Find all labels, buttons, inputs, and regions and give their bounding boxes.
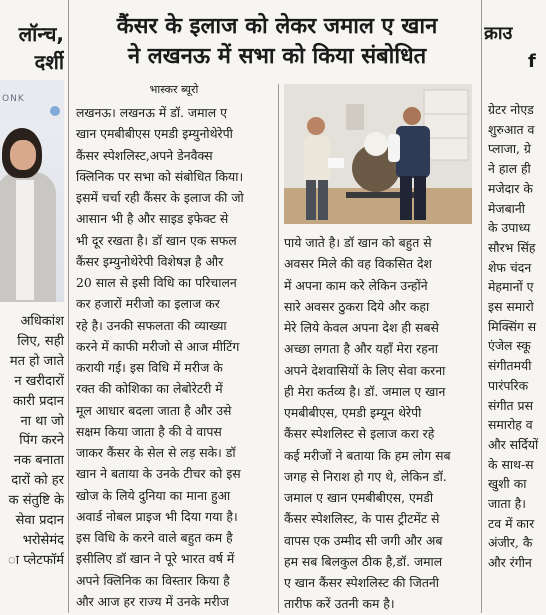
left-body-line: अधिकांश xyxy=(20,314,64,329)
person-shirt xyxy=(304,136,330,182)
article-text-line: सारे अवसर ठुकरा दिये और कहा xyxy=(284,298,430,314)
byline: भास्कर ब्यूरो xyxy=(149,83,199,96)
right-body-line: शुरुआत व xyxy=(488,121,535,137)
right-body-line: मेजबानी xyxy=(488,200,525,216)
article-text-line: कैंसर इम्युनोथेरेपी विशेषज्ञ है और xyxy=(76,253,224,269)
left-story-body xyxy=(0,312,64,571)
article-text-line: जाकर कैंसर के सेल से लड़ सके। डॉ xyxy=(76,445,236,460)
right-body-line: एंजेल स्कू xyxy=(488,338,531,354)
left-body-line: नक बनाता xyxy=(13,453,64,469)
article-text-line: अपने देशवासियों के लिए सेवा करना xyxy=(284,362,446,378)
right-headline-line: क्राउ xyxy=(484,23,513,44)
article-text-line: क्लिनिक पर सभा को संबोधित किया। xyxy=(76,168,244,184)
wall-frame xyxy=(346,104,364,130)
person-shirt xyxy=(16,180,34,300)
doctor-waistcoat xyxy=(396,126,430,178)
article-text-line: मेरे लिये केवल अपना देश ही सबसे xyxy=(284,320,439,335)
article-text-line: कई मरीजों ने बताया कि हम लोग सब xyxy=(284,447,451,463)
right-body-line: और रंगीन xyxy=(488,555,532,571)
right-body-line: ग्रेटर नोएड xyxy=(488,102,534,117)
left-story-headline xyxy=(0,20,64,76)
doctor-sleeve xyxy=(388,134,400,162)
headline-line: ने लखनऊ में सभा को किया संबोधित xyxy=(127,44,427,69)
right-body-line: अंजीर, कै xyxy=(488,535,533,551)
person-face xyxy=(10,140,36,170)
right-body-line: खुशी का xyxy=(488,476,527,492)
article-text-line: कर हजारों मरीजो का इलाज कर xyxy=(76,296,220,312)
right-body-line: इस समारो xyxy=(488,299,534,315)
shelf xyxy=(424,90,468,160)
article-text-line: खान ने बताया के उनके टीचर को इस xyxy=(76,466,241,482)
left-body-line: मत हो जाते xyxy=(9,353,64,369)
headline-line: कैंसर के इलाज को लेकर जमाल ए खान xyxy=(116,14,438,39)
article-text-line: अपने क्लिनिक का विस्तार किया है xyxy=(76,572,230,588)
left-body-line: ा प्लेटफॉर्म xyxy=(8,552,64,568)
person-head xyxy=(307,117,325,135)
article-text-line: खान एमबीबीएस एमडी इम्युनोथेरेपी xyxy=(76,126,233,142)
doctor-leg xyxy=(400,176,412,220)
right-body-line: सौरभ सिंह xyxy=(488,239,536,255)
left-body-line: दारों को हर xyxy=(11,473,64,489)
article-text-line: जगह से निराश हो गए थे, लेकिन डॉ. xyxy=(284,468,447,484)
article-text-line: ही मेरा कर्तव्य है। डॉ. जमाल ए खान xyxy=(284,383,446,399)
right-body-line: के उपाध्य xyxy=(488,220,531,236)
right-body-line: मजेदार के xyxy=(488,180,533,196)
left-body-line: कारी प्रदान xyxy=(12,393,64,409)
article-column-2 xyxy=(284,232,474,615)
column-divider-middle xyxy=(278,84,279,613)
right-body-line: शेफ चंदन xyxy=(488,259,532,275)
left-body-line: न खरीदारों xyxy=(14,373,64,389)
left-body-line: ना था जो xyxy=(20,413,64,429)
right-story-headline xyxy=(484,20,546,76)
right-body-line: और सर्दियों xyxy=(488,436,539,452)
article-text-line: इसीलिए डॉ खान ने पूरे भारत वर्ष में xyxy=(76,551,235,567)
clinic-scene-illustration xyxy=(284,84,472,224)
right-body-line: मिक्सिंग स xyxy=(488,318,537,334)
paper-sheet xyxy=(328,158,344,168)
banner-text: ONK xyxy=(2,94,25,104)
article-text-line: रक्त की कोशिका का लेबोरेटरी में xyxy=(76,381,223,397)
article-text-line: आसान भी है और साइड इफेक्ट से xyxy=(76,211,229,227)
left-body-line: लिए, सही xyxy=(17,333,64,349)
article-text-line: इसमें चर्चा रही कैंसर के इलाज की जो xyxy=(76,190,244,205)
left-body-line: भरोसेमंद xyxy=(22,532,64,548)
article-text-line: इस विधि के करने वाले बहुत कम है xyxy=(76,530,233,545)
article-text-line: कैंसर स्पेशलिस्ट, के पास ट्रीटमेंट से xyxy=(284,511,440,527)
right-body-line: मेहमानों ए xyxy=(488,279,534,295)
article-text-line: तारीफ करें उतनी कम है। xyxy=(284,596,395,612)
article-text-line: करायी गई। इस विधि में मरीज के xyxy=(76,360,223,375)
left-headline-line: लॉन्च, xyxy=(18,22,64,46)
article-column-1 xyxy=(76,102,272,612)
article-text-line: रहे है। उनकी सफलता की व्याख्या xyxy=(76,317,227,333)
column-divider-left xyxy=(68,0,69,613)
right-body-line: टव में कार xyxy=(488,515,535,531)
article-text-line: करने में काफी मरीजो से आज मीटिंग xyxy=(76,338,240,354)
article-text-line: अच्छा लगता है और यहाँ मेरा रहना xyxy=(284,341,438,357)
right-body-line: संगीतमयी xyxy=(488,358,532,374)
article-text-line: एमबीबीएस, एमडी इम्यून थेरेपी xyxy=(284,405,422,420)
column-divider-right xyxy=(481,0,482,613)
left-body-line: पिंग करने xyxy=(19,433,64,449)
article-text-line: अवसर मिले की वह विकसित देश xyxy=(284,256,432,272)
article-text-line: जमाल ए खान एमबीबीएस, एमडी xyxy=(284,490,434,505)
article-text-line: सक्षम किया जाता है की वे वापस xyxy=(76,423,222,439)
article-text-line: भी दूर रखता है। डॉ खान एक सफल xyxy=(76,232,237,248)
article-text-line: में अपना काम करे लेकिन उन्होंने xyxy=(284,277,428,293)
right-headline-line: f xyxy=(528,51,536,72)
article-text-line: वापस एक उम्मीद सी जगी और अब xyxy=(284,532,443,548)
article-text-line: लखनऊ। लखनऊ में डॉ. जमाल ए xyxy=(76,105,227,120)
article-photo xyxy=(284,84,472,224)
right-body-line: के साथ-स xyxy=(488,456,534,472)
right-body-line: पारंपरिक xyxy=(488,377,529,393)
article-text-line: पाये जाते है। डॉ खान को बहुत से xyxy=(284,235,432,250)
article-text-line: कैंसर स्पेशलिस्ट से इलाज करा रहे xyxy=(284,426,435,442)
left-headline-line: दर्शी xyxy=(34,50,64,74)
article-text-line: 20 साल से इसी विधि का परिचालन xyxy=(76,275,237,290)
article-text-line: और आज हर राज्य में उनके मरीज xyxy=(76,593,229,609)
doctor-head xyxy=(403,107,421,125)
article-text-line: कैंसर स्पेशलिस्ट,अपने डेनवैक्स xyxy=(76,147,213,163)
person-leg xyxy=(318,180,328,220)
left-story-photo xyxy=(0,80,64,302)
person-leg xyxy=(306,180,316,220)
doctor-leg xyxy=(414,176,426,220)
right-body-line: संगीत प्रस xyxy=(488,397,533,413)
left-body-line: सेवा प्रदान xyxy=(15,513,64,529)
right-body-line: ने हाल ही xyxy=(488,161,531,177)
right-story-body xyxy=(488,100,546,573)
left-body-line: क संतुष्टि के xyxy=(8,493,64,509)
article-headline xyxy=(74,12,480,72)
article-text-line: मूल आधार बदला जाता है और उसे xyxy=(76,402,232,418)
right-body-line: जाता है। xyxy=(488,496,526,512)
banner-logo-mark xyxy=(50,106,60,116)
article-text-line: खोज के लिये दुनिया का माना हुआ xyxy=(76,487,231,503)
article-text-line: अवार्ड नोबल प्राइज भी दिया गया है। xyxy=(76,508,238,524)
right-body-line: प्लाजा, ग्रे xyxy=(488,141,531,157)
article-text-line: ए खान कैंसर स्पेशलिस्ट की जितनी xyxy=(284,575,439,590)
patient-head-wrap xyxy=(364,132,388,156)
right-body-line: समारोह व xyxy=(488,417,533,433)
article-text-line: हम सब बिलकुल ठीक है,डॉ. जमाल xyxy=(284,553,443,569)
